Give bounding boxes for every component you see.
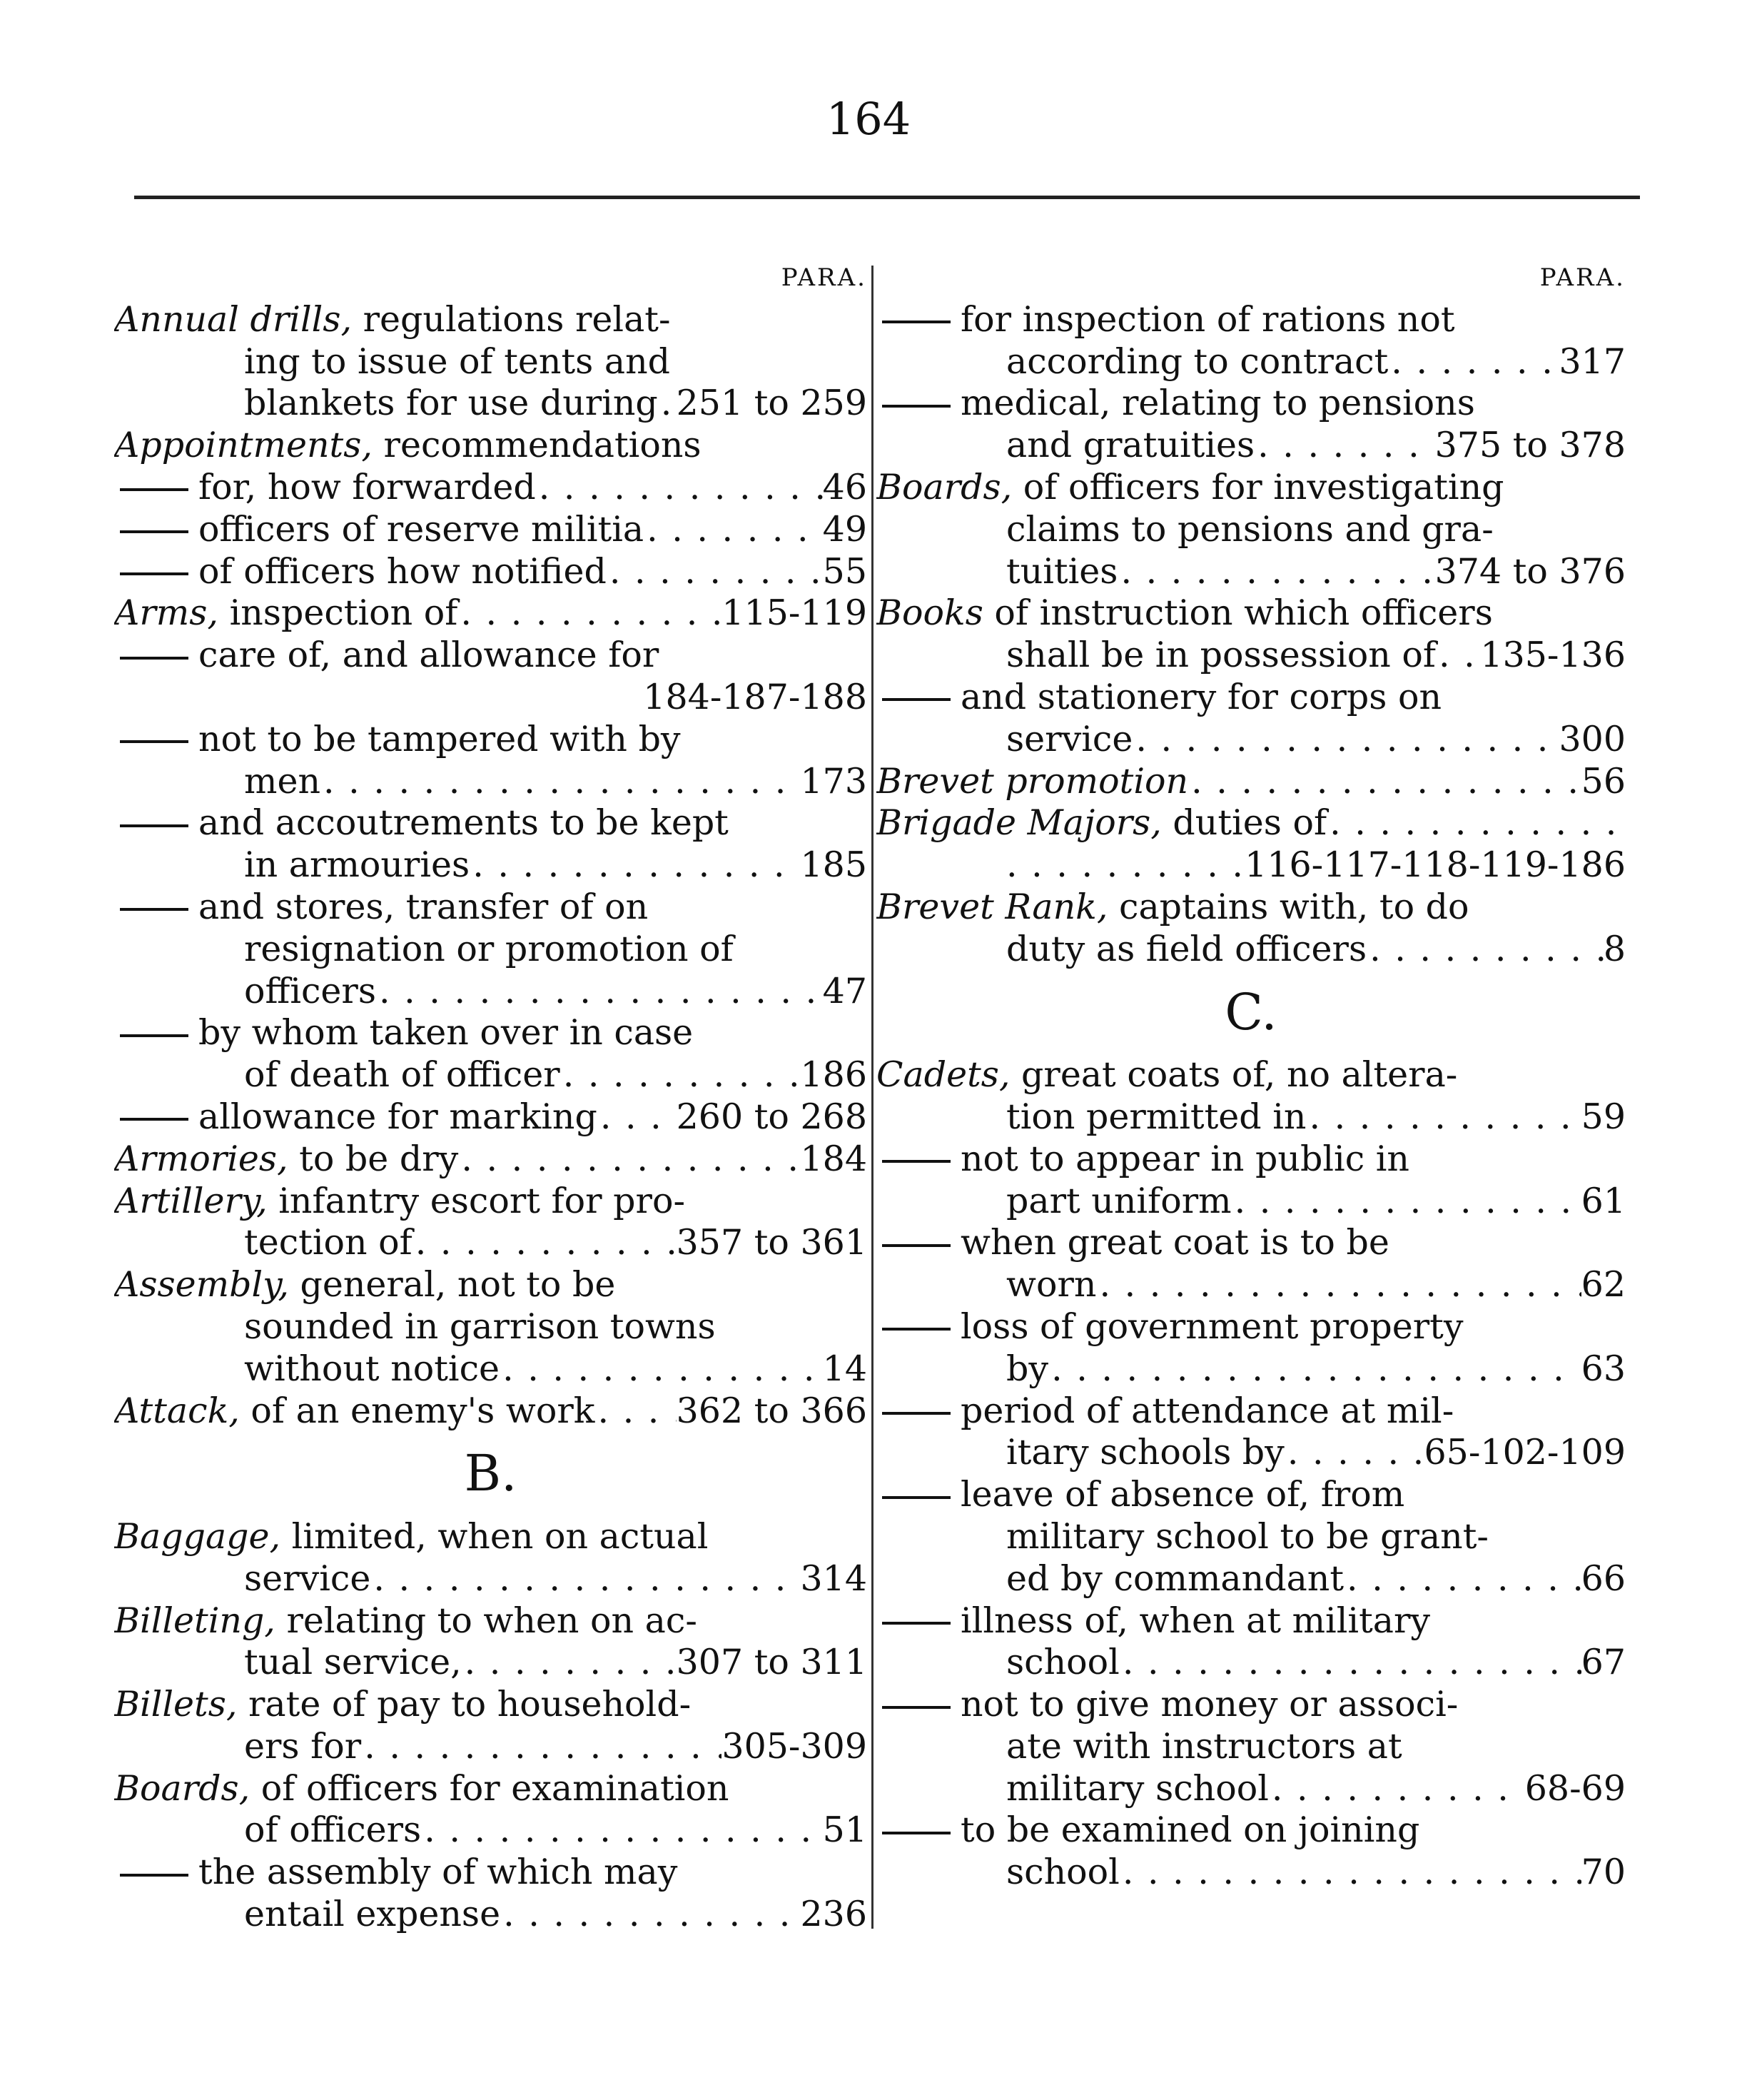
- index-line: school . . . 67: [876, 1642, 1626, 1684]
- index-line: part uniform . . . 61: [876, 1181, 1626, 1223]
- header-rule: [134, 196, 1640, 199]
- index-subentry: when great coat is to be: [876, 1222, 1626, 1264]
- index-subentry: to be examined on joining: [876, 1809, 1626, 1852]
- para-ref: 307 to 311: [676, 1642, 867, 1683]
- index-entry-appointments: Appointments, recommendations: [114, 425, 702, 466]
- index-entry-cadets: Cadets, great coats of, no altera-: [876, 1054, 1458, 1096]
- index-entry-assembly: Assembly, general, not to be: [114, 1264, 616, 1306]
- para-ref: 173: [800, 760, 867, 802]
- index-subentry: of officers how notified . . . 55: [114, 551, 867, 593]
- para-ref: 62: [1581, 1264, 1626, 1306]
- index-line: service . . . 300: [876, 719, 1626, 761]
- index-entry-armories: Armories, to be dry . . . 184: [114, 1139, 867, 1181]
- index-line: according to contract . . . 317: [876, 341, 1626, 383]
- index-line: resignation or promotion of: [244, 928, 734, 969]
- section-letter-c: C.: [1225, 982, 1277, 1041]
- index-line: men . . . 173: [114, 761, 867, 803]
- para-ref: 68-69: [1524, 1767, 1626, 1809]
- index-entry-brigade-majors: Brigade Majors, duties of . . .: [876, 802, 1626, 844]
- index-line: military school to be grant-: [1006, 1515, 1489, 1557]
- index-line: tion permitted in . . . 59: [876, 1096, 1626, 1139]
- index-line: service . . . 314: [114, 1558, 867, 1600]
- index-line: worn . . . 62: [876, 1264, 1626, 1306]
- page-number: 164: [826, 93, 911, 145]
- para-ref: 185: [800, 844, 867, 886]
- index-line: ing to issue of tents and: [244, 340, 671, 382]
- para-ref: 375 to 378: [1434, 425, 1626, 466]
- para-ref: 67: [1581, 1642, 1626, 1683]
- index-line: duty as field officers . . . 8: [876, 929, 1626, 971]
- index-line: tection of . . . 357 to 361: [114, 1222, 867, 1264]
- para-header-right: PARA.: [1539, 263, 1626, 292]
- index-subentry: care of, and allowance for: [114, 635, 867, 677]
- para-ref: 8: [1603, 928, 1626, 969]
- index-subentry: for, how forwarded . . . 46: [114, 467, 867, 509]
- index-line: tuities . . . 374 to 376: [876, 551, 1626, 593]
- para-ref: 14: [822, 1348, 867, 1389]
- para-ref: 70: [1581, 1852, 1626, 1893]
- index-line: blankets for use during . . . 251 to 259: [114, 383, 867, 425]
- index-line: by . . . 63: [876, 1348, 1626, 1390]
- para-ref: 260 to 268: [676, 1096, 867, 1137]
- index-line: shall be in possession of . . . 135-136: [876, 635, 1626, 677]
- index-subentry: period of attendance at mil-: [876, 1390, 1626, 1433]
- index-line: school . . . 70: [876, 1852, 1626, 1894]
- index-entry-boards: Boards, of officers for examination: [114, 1767, 729, 1809]
- para-ref: 300: [1559, 718, 1626, 759]
- para-ref: 49: [822, 508, 867, 550]
- index-line: itary schools by . . . 65-102-109: [876, 1432, 1626, 1474]
- index-entry-boards: Boards, of officers for investigating: [876, 466, 1504, 508]
- index-subentry: officers of reserve militia . . . 49: [114, 509, 867, 551]
- para-ref: 51: [822, 1809, 867, 1851]
- para-header-left: PARA.: [781, 263, 867, 292]
- index-line: officers . . . 47: [114, 971, 867, 1013]
- para-ref: 55: [822, 550, 867, 592]
- para-ref: 46: [822, 466, 867, 508]
- index-entry-baggage: Baggage, limited, when on actual: [114, 1515, 709, 1557]
- para-ref: 61: [1581, 1180, 1626, 1221]
- index-subentry: allowance for marking . . . 260 to 268: [114, 1096, 867, 1139]
- index-subentry: the assembly of which may: [114, 1852, 867, 1894]
- index-entry-brevet-promotion: Brevet promotion . . . 56: [876, 761, 1626, 803]
- index-column-right: [876, 257, 1626, 1894]
- index-line: ed by commandant . . . 66: [876, 1558, 1626, 1600]
- column-divider: [871, 266, 873, 1929]
- index-subentry: for inspection of rations not: [876, 299, 1626, 341]
- index-line: claims to pensions and gra-: [1006, 508, 1494, 550]
- index-entry-brevet-rank: Brevet Rank, captains with, to do: [876, 886, 1469, 927]
- para-ref: 63: [1581, 1348, 1626, 1389]
- index-entry-attack: Attack, of an enemy's work . . . 362 to 366: [114, 1390, 867, 1433]
- index-entry-books: Books of instruction which officers: [876, 592, 1493, 634]
- para-ref: 47: [822, 970, 867, 1011]
- para-ref: 317: [1559, 340, 1626, 382]
- index-line: of officers . . . 51: [114, 1809, 867, 1852]
- para-ref: 357 to 361: [676, 1222, 867, 1263]
- para-ref: 251 to 259: [676, 383, 867, 424]
- para-ref: 184: [800, 1138, 867, 1179]
- index-line: in armouries . . . 185: [114, 844, 867, 887]
- index-line: [876, 844, 1626, 887]
- index-subentry: leave of absence of, from: [876, 1474, 1626, 1516]
- para-ref: 115-119: [721, 592, 867, 634]
- index-subentry: and stationery for corps on: [876, 677, 1626, 719]
- para-ref: 66: [1581, 1558, 1626, 1599]
- para-ref: 135-136: [1480, 635, 1626, 676]
- index-subentry: by whom taken over in case: [114, 1012, 867, 1054]
- index-line: ate with instructors at: [1006, 1725, 1402, 1767]
- index-subentry: and accoutrements to be kept: [114, 802, 867, 844]
- para-ref: 65-102-109: [1424, 1432, 1626, 1473]
- index-entry-annual-drills: Annual drills, regulations relat-: [114, 298, 671, 340]
- index-subentry: illness of, when at military: [876, 1600, 1626, 1642]
- index-entry-artillery: Artillery, infantry escort for pro-: [114, 1180, 686, 1221]
- index-line: entail expense . . . 236: [114, 1894, 867, 1936]
- index-subentry: and stores, transfer of on: [114, 887, 867, 929]
- para-ref: 374 to 376: [1434, 550, 1626, 592]
- para-ref: 56: [1581, 760, 1626, 802]
- index-subentry: medical, relating to pensions: [876, 383, 1626, 425]
- index-entry-billets: Billets, rate of pay to household-: [114, 1684, 692, 1725]
- index-subentry: not to give money or associ-: [876, 1684, 1626, 1726]
- index-line: without notice . . . 14: [114, 1348, 867, 1390]
- index-line: of death of officer . . . 186: [114, 1054, 867, 1096]
- index-line: sounded in garrison towns: [244, 1306, 716, 1347]
- index-line: and gratuities . . . 375 to 378: [876, 425, 1626, 467]
- section-letter-b: B.: [464, 1444, 517, 1503]
- index-subentry: loss of government property: [876, 1306, 1626, 1348]
- para-ref: 236: [800, 1894, 867, 1935]
- para-ref: 314: [800, 1558, 867, 1599]
- index-entry-arms: Arms, inspection of . . . 115-119: [114, 592, 867, 635]
- para-ref: 59: [1581, 1096, 1626, 1137]
- index-subentry: not to be tampered with by: [114, 719, 867, 761]
- para-ref: 184-187-188: [643, 676, 867, 717]
- para-ref: 362 to 366: [676, 1390, 867, 1431]
- index-column-left: [114, 257, 867, 1936]
- index-line: tual service, . . . 307 to 311: [114, 1642, 867, 1684]
- index-entry-billeting: Billeting, relating to when on ac-: [114, 1600, 697, 1641]
- para-ref: 116-117-118-119-186: [1245, 844, 1626, 886]
- index-subentry: not to appear in public in: [876, 1139, 1626, 1181]
- para-ref: 186: [800, 1054, 867, 1096]
- index-line: [114, 677, 867, 719]
- index-line: ers for . . . 305-309: [114, 1726, 867, 1768]
- index-line: military school . . . 68-69: [876, 1768, 1626, 1810]
- para-ref: 305-309: [721, 1725, 867, 1767]
